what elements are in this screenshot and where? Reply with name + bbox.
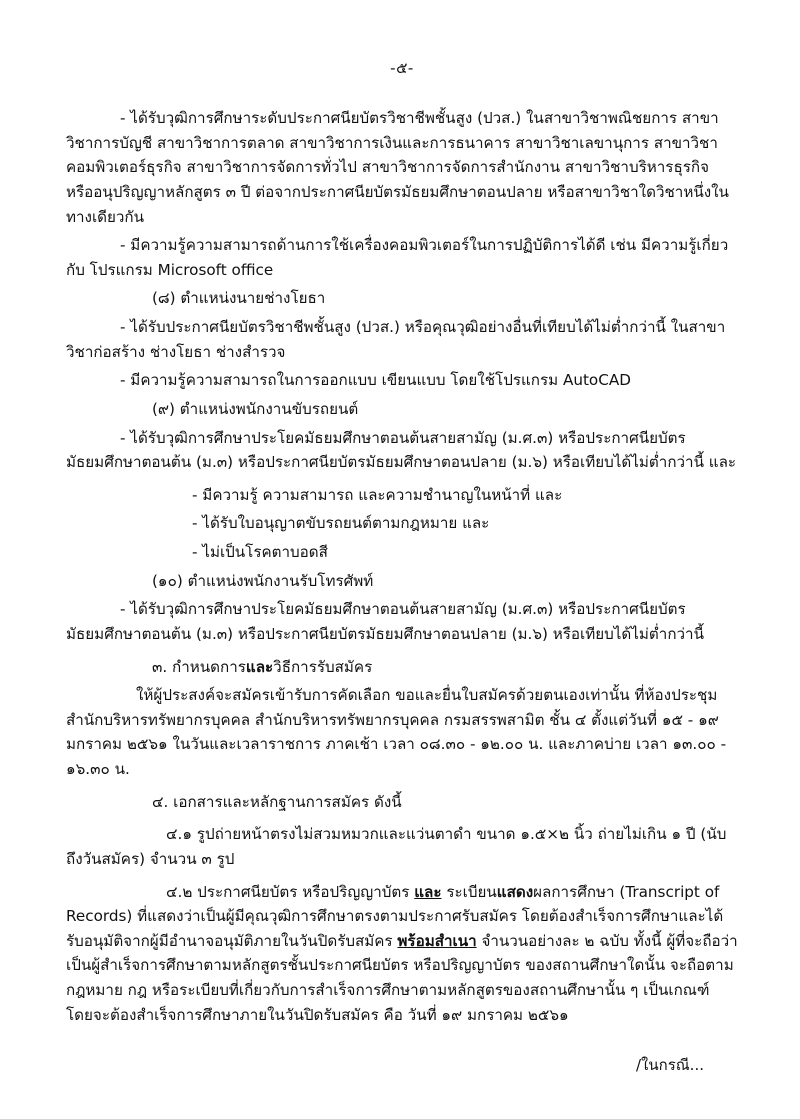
- item-4-2-bold-and: และ: [414, 882, 442, 901]
- paragraph-item-4-2: [66, 880, 738, 1028]
- footer-continuation-note: /ในกรณี...: [636, 1056, 704, 1075]
- section-3-bold: และ: [245, 657, 274, 676]
- paragraph-position-9-qualification: - ได้รับวุฒิการศึกษาประโยคมัธยมศึกษาตอนต้นสายสามัญ (ม.ศ.๓) หรือประกาศนียบัตรมัธยมศึกษาตอนต้น (ม.๓) หรือประกาศนียบัตรมัธยมศึกษาตอนปลาย (ม.๖) หรือเทียบได้ไม่ต่ำกว่านี้ และ: [66, 428, 737, 472]
- spacer: [66, 648, 738, 655]
- item-4-2-bold-copy: พร้อมสำเนา: [397, 931, 477, 950]
- page-number: -๕-: [390, 59, 414, 77]
- spacer: [66, 815, 738, 822]
- paragraph-position-10-qualification: - ได้รับวุฒิการศึกษาประโยคมัธยมศึกษาตอนต้นสายสามัญ (ม.ศ.๓) หรือประกาศนียบัตรมัธยมศึกษาตอนต้น (ม.๓) หรือประกาศนียบัตรมัธยมศึกษาตอนปลาย (ม.๖) หรือเทียบได้ไม่ต่ำกว่านี้: [66, 600, 704, 643]
- section-3-suffix: วิธีการรับสมัคร: [273, 657, 373, 676]
- paragraph-qualification-vocational: - ได้รับวุฒิการศึกษาระดับประกาศนียบัตรวิชาชีพชั้นสูง (ปวส.) ในสาขาวิชาพณิชยการ สาขาวิชาการบัญชี สาขาวิชาการตลาด สาขาวิชาการเงินและการธนาคาร สาขาวิชาเลขานุการ สาขาวิชาคอมพิวเตอร์ธุรกิจ สาขาวิชาการจัดการทั่วไป สาขาวิชาการจัดการสำนักงาน สาขาวิชาบริหารธุรกิจ หรืออนุปริญญาหลักสูตร ๓ ปี ต่อจากประกาศนียบัตรมัธยมศึกษาตอนปลาย หรือสาขาวิชาใดวิชาหนึ่งในทางเดียวกัน: [66, 109, 729, 226]
- paragraph-item-4-1: ๔.๑ รูปถ่ายหน้าตรงไม่สวมหมวกและแว่นตาดำ ขนาด ๑.๕×๒ นิ้ว ถ่ายไม่เกิน ๑ ปี (นับถึงวันสมัคร) จำนวน ๓ รูป: [66, 825, 727, 868]
- item-4-2-bold-show: แสดง: [496, 882, 534, 901]
- paragraph-position-8-autocad: - มีความรู้ความสามารถในการออกแบบ เขียนแบบ โดยใช้โปรแกรม AutoCAD: [120, 371, 631, 390]
- paragraph-computer-skill: - มีความรู้ความสามารถด้านการใช้เครื่องคอมพิวเตอร์ในการปฏิบัติการได้ดี เช่น มีความรู้เกี่ยวกับ โปรแกรม Microsoft office: [66, 236, 729, 279]
- spacer: [66, 783, 738, 790]
- paragraph-position-8-qualification: - ได้รับประกาศนียบัตรวิชาชีพชั้นสูง (ปวส.) หรือคุณวุฒิอย่างอื่นที่เทียบได้ไม่ต่ำกว่านี้ ในสาขาวิชาก่อสร้าง ช่างโยธา ช่างสำรวจ: [66, 318, 726, 361]
- heading-section-4: ๔. เอกสารและหลักฐานการสมัคร ดังนี้: [152, 792, 402, 811]
- spacer: [66, 476, 738, 483]
- item-4-2-part2: ระเบียน: [441, 882, 497, 901]
- list-item-color-blindness: - ไม่เป็นโรคตาบอดสี: [192, 543, 328, 561]
- heading-position-10: (๑๐) ตำแหน่งพนักงานรับโทรศัพท์: [152, 571, 374, 590]
- heading-section-3: [66, 655, 738, 680]
- item-4-2-part1: ๔.๒ ประกาศนียบัตร หรือปริญญาบัตร: [166, 882, 415, 901]
- paragraph-section-3-body: ให้ผู้ประสงค์จะสมัครเข้ารับการคัดเลือก ขอและยื่นใบสมัครด้วยตนเองเท่านั้น ที่ห้องประชุมสำนักบริหารทรัพยากรบุคคล สำนักบริหารทรัพยากรบุคคล กรมสรรพสามิต ชั้น ๔ ตั้งแต่วันที่ ๑๕ - ๑๙ มกราคม ๒๕๖๑ ในวันและเวลาราชการ ภาคเช้า เวลา ๐๘.๓๐ - ๑๒.๐๐ น. และภาคบ่าย เวลา ๑๓.๐๐ - ๑๖.๓๐ น.: [66, 686, 727, 778]
- spacer: [66, 873, 738, 880]
- document-body: [66, 106, 738, 1027]
- heading-position-8: (๘) ตำแหน่งนายช่างโยธา: [152, 289, 326, 308]
- list-item-knowledge: - มีความรู้ ความสามารถ และความชำนาญในหน้าที่ และ: [192, 485, 563, 504]
- section-3-prefix: ๓. กำหนดการ: [152, 657, 246, 676]
- heading-position-9: (๙) ตำแหน่งพนักงานขับรถยนต์: [152, 399, 359, 418]
- item-4-2-part3: ผลการศึกษา (Transcript of Records) ที่แสดงว่าเป็นผู้มีคุณวุฒิการศึกษาตรงตามประกาศรับสมัคร โดยต้องสำเร็จการศึกษาและได้รับอนุมัติจากผู้มีอำนาจอนุมัติภายในวันปิดรับสมัคร: [66, 882, 724, 950]
- list-item-driver-license: - ได้รับใบอนุญาตขับรถยนต์ตามกฎหมาย และ: [192, 514, 490, 533]
- item-4-2-part4: จำนวนอย่างละ ๒ ฉบับ ทั้งนี้ ผู้ที่จะถือว่าเป็นผู้สำเร็จการศึกษาตามหลักสูตรชั้นประกาศนียบัตร หรือปริญญาบัตร ของสถานศึกษาใดนั้น จะถือตามกฎหมาย กฎ หรือระเบียบที่เกี่ยวกับการสำเร็จการศึกษาตามหลักสูตรของสถานศึกษานั้น ๆ เป็นเกณฑ์ โดยจะต้องสำเร็จการศึกษาภายในวันปิดรับสมัคร คือ วันที่ ๑๙ มกราคม ๒๕๖๑: [66, 931, 738, 1024]
